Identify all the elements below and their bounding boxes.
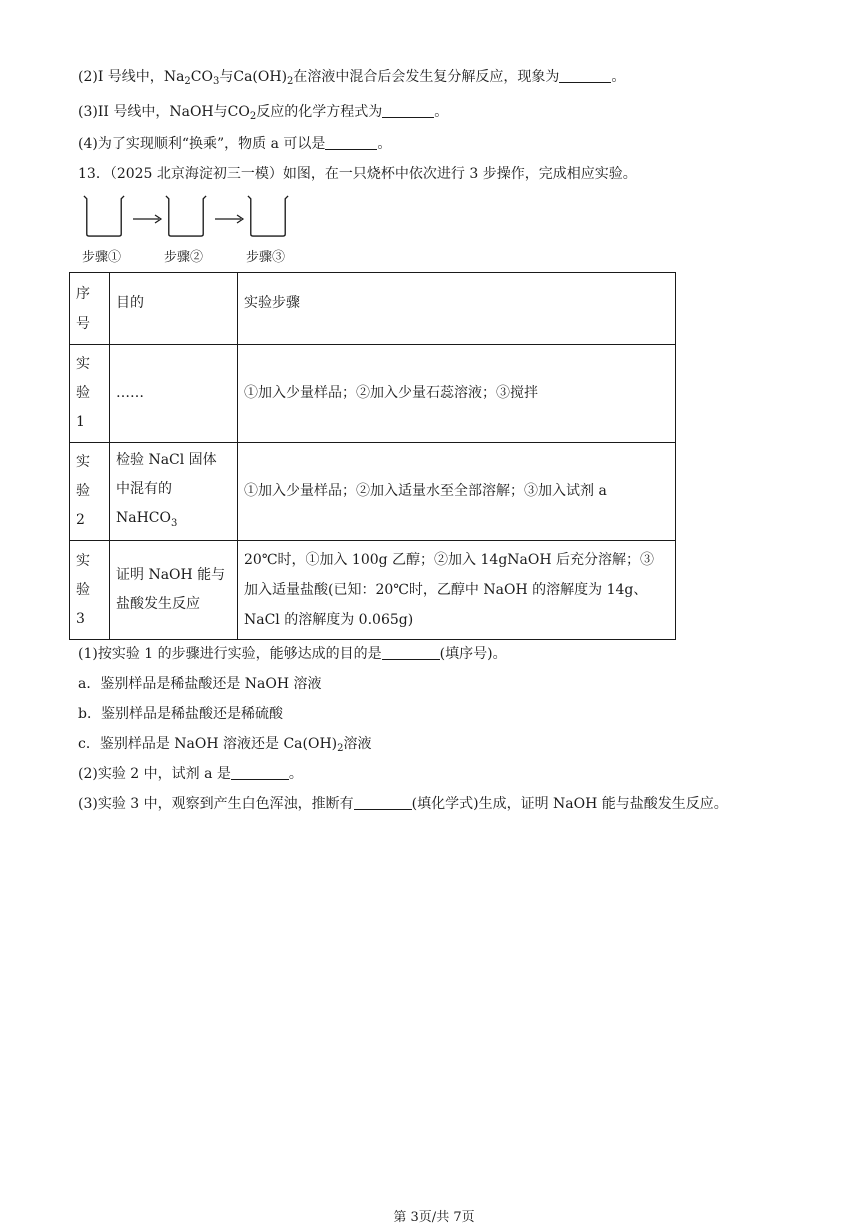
q2-prefix: (2)I 号线中， — [78, 69, 164, 85]
experiment-table — [69, 272, 676, 640]
formula-naoh: NaOH — [169, 104, 214, 120]
header-seq: 序号 — [70, 273, 110, 345]
row-purpose: …… — [110, 345, 238, 443]
formula-co2: $CO_2$ — [227, 104, 257, 122]
question-2-line: (2)I 号线中，$Na_2CO_3$与$Ca(OH)_2$在溶液中混合后会发生复分解反应，现象为 。 — [78, 69, 626, 87]
answer-blank[interactable] — [325, 135, 377, 150]
question-4-line: (4)为了实现顺利“换乘”，物质 a 可以是 。 — [78, 136, 392, 152]
step-label: 步骤③ — [246, 250, 286, 265]
beaker-icon — [82, 194, 126, 238]
row-id: 实验1 — [76, 356, 90, 430]
row-purpose: 检验 NaCl 固体 中混有的 NaHCO$_3$ — [110, 443, 238, 541]
header-steps: 实验步骤 — [238, 273, 676, 345]
sub-question-2: (2)实验 2 中，试剂 a 是 。 — [78, 766, 303, 782]
option-c: c．鉴别样品是 NaOH 溶液还是 $Ca(OH)_2$溶液 — [78, 736, 372, 754]
beaker-icon — [164, 194, 208, 238]
answer-blank[interactable] — [231, 765, 289, 780]
table-header-row — [70, 273, 676, 345]
formula-na2co3: $Na_2CO_3$ — [163, 69, 220, 87]
arrow-right-icon — [133, 214, 163, 224]
sub-question-3: (3)实验 3 中，观察到产生白色浑浊，推断有 (填化学式)生成，证明 NaOH 能与盐酸发生反应。 — [78, 796, 728, 812]
sub-question-1: (1)按实验 1 的步骤进行实验，能够达成的目的是 (填序号)。 — [78, 646, 507, 662]
row-id: 实验3 — [76, 552, 90, 627]
answer-blank[interactable] — [354, 795, 412, 810]
row-steps: 20℃时，①加入 100g 乙醇；②加入 14gNaOH 后充分溶解；③ 加入适量盐酸(已知：20℃时，乙醇中 NaOH 的溶解度为 14g、 NaCl 的溶解度为 0.065g) — [238, 541, 676, 640]
table-row — [70, 541, 676, 640]
step-label: 步骤② — [164, 250, 204, 265]
table-row — [70, 443, 676, 541]
question-13-stem: 13．（2025 北京海淀初三一模）如图，在一只烧杯中依次进行 3 步操作，完成相应实验。 — [78, 166, 637, 182]
table-row — [70, 345, 676, 443]
arrow-right-icon — [215, 214, 245, 224]
formula-caoh2: $Ca(OH)_2$ — [233, 69, 294, 87]
row-purpose: 证明 NaOH 能与 盐酸发生反应 — [110, 541, 238, 640]
row-steps: ①加入少量样品；②加入适量水至全部溶解；③加入试剂 a — [238, 443, 676, 541]
page-footer: 第 3页/共 7页 — [393, 1210, 475, 1225]
row-steps: ①加入少量样品；②加入少量石蕊溶液；③搅拌 — [238, 345, 676, 443]
header-purpose: 目的 — [110, 273, 238, 345]
answer-blank[interactable] — [559, 68, 611, 83]
row-id: 实验2 — [76, 454, 90, 528]
step-label: 步骤① — [82, 250, 122, 265]
option-b: b．鉴别样品是稀盐酸还是稀硫酸 — [78, 706, 283, 722]
question-3-line: (3)II 号线中，NaOH与$CO_2$反应的化学方程式为 。 — [78, 104, 449, 122]
beaker-diagram — [78, 192, 318, 266]
option-a: a．鉴别样品是稀盐酸还是 NaOH 溶液 — [78, 676, 322, 692]
beaker-icon — [246, 194, 290, 238]
answer-blank[interactable] — [382, 103, 434, 118]
answer-blank[interactable] — [382, 645, 440, 660]
formula-nahco3: NaHCO$_3$ — [116, 509, 178, 529]
